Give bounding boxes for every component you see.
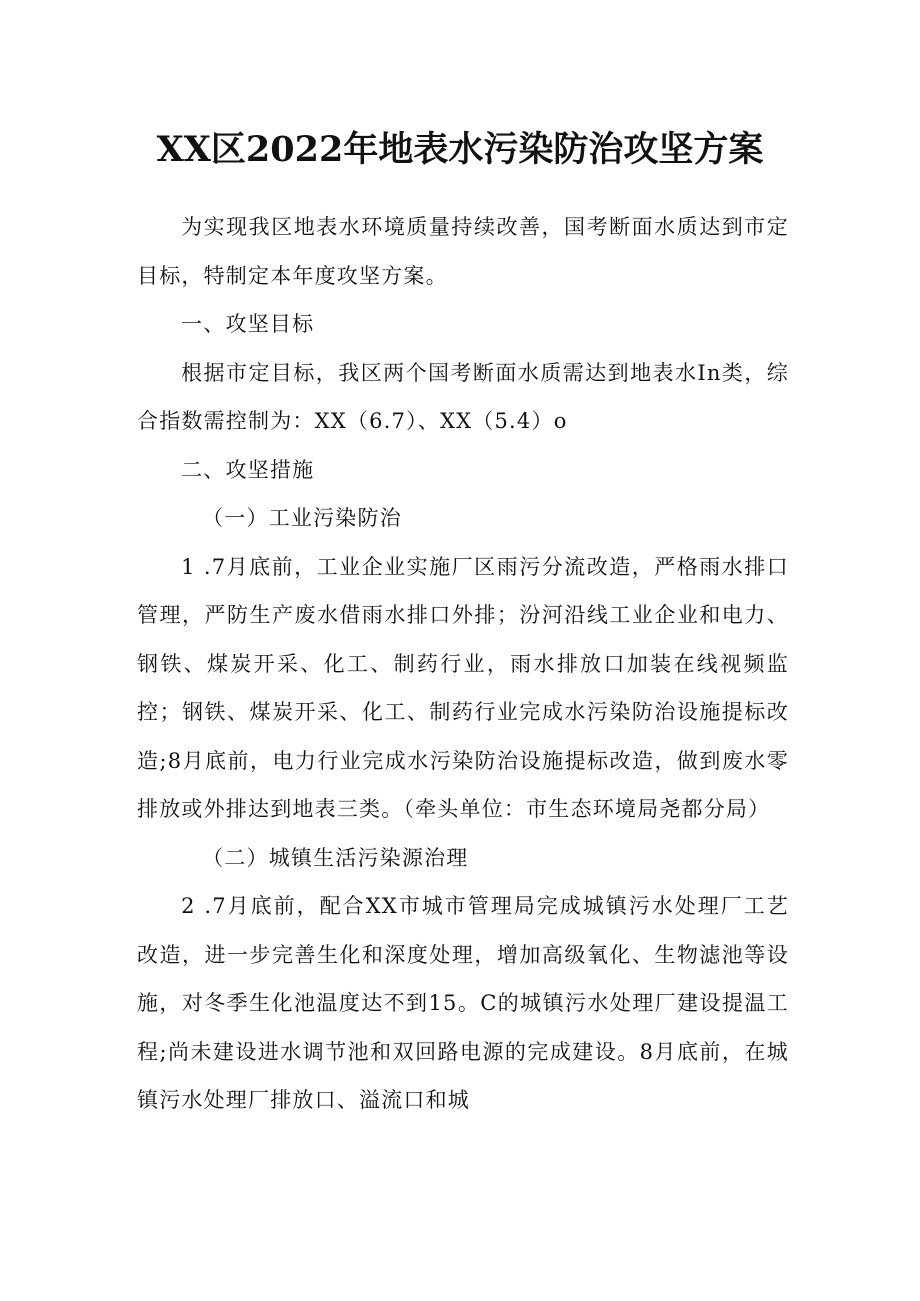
urban-item-paragraph: 2 .7月底前，配合XX市城市管理局完成城镇污水处理厂工艺改造，进一步完善生化和深度处理，增加高级氧化、生物滤池等设施，对冬季生化池温度达不到15。C的城镇污水处理厂建设提温工程;尚未建设进水调节池和双回路电源的完成建设。8月底前，在城镇污水处理厂排放口、溢流口和城 [137, 894, 789, 1112]
document-body [137, 203, 789, 1125]
goals-paragraph: 根据市定目标，我区两个国考断面水质需达到地表水In类，综合指数需控制为：XX（6.7）、XX（5.4）o [137, 360, 789, 433]
subsection-heading-industrial: （一）工业污染防治 [202, 506, 402, 530]
industrial-item-paragraph: 1 .7月底前，工业企业实施厂区雨污分流改造，严格雨水排口管理，严防生产废水借雨水排口外排；汾河沿线工业企业和电力、钢铁、煤炭开采、化工、制药行业，雨水排放口加装在线视频监控；钢铁、煤炭开采、化工、制药行业完成水污染防治设施提标改造;8月底前，电力行业完成水污染防治设施提标改造，做到废水零排放或外排达到地表三类。（牵头单位：市生态环境局尧都分局） [137, 554, 789, 821]
section-heading-measures: 二、攻坚措施 [181, 457, 315, 482]
section-heading-goals: 一、攻坚目标 [181, 312, 315, 336]
intro-paragraph: 为实现我区地表水环境质量持续改善，国考断面水质达到市定目标，特制定本年度攻坚方案。 [137, 215, 789, 288]
document-title: XX区2022年地表水污染防治攻坚方案 [156, 129, 764, 170]
subsection-heading-urban: （二）城镇生活污染源治理 [202, 845, 469, 870]
